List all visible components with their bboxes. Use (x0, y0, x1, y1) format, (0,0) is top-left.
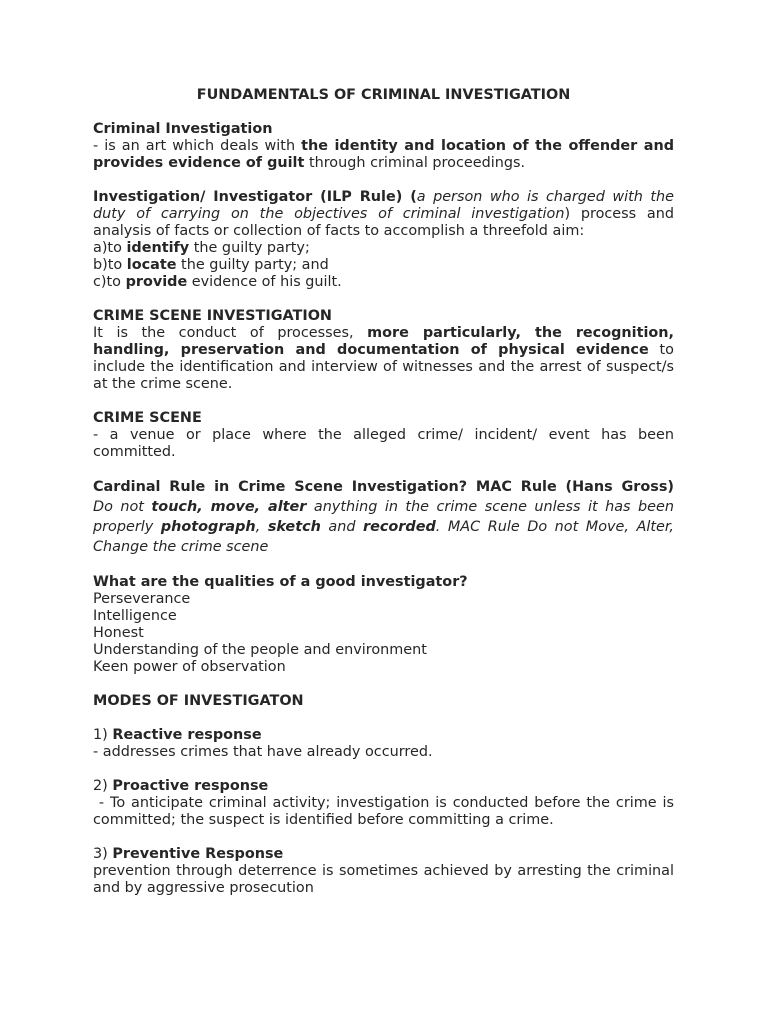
body-text: to include the identification and interview of witnesses and the arrest of suspect/s at the crime scene. (93, 342, 674, 392)
bold-italic-text: sketch (267, 519, 321, 535)
section-qualities (93, 574, 674, 676)
aim-text: the guilty party; (189, 240, 310, 256)
italic-text: anything in the crime scene unless it has been properly (93, 499, 674, 535)
section-crime-scene (93, 410, 674, 461)
aim-item-b (93, 257, 674, 274)
quality-item: Honest (93, 625, 144, 641)
aim-prefix: c)to (93, 274, 126, 290)
aim-prefix: b)to (93, 257, 127, 273)
investigator-definition (93, 189, 674, 240)
mode-description: - To anticipate criminal activity; investigation is conducted before the crime is committed; the suspect is identified before committing a crime. (93, 795, 679, 828)
italic-text: Do not (93, 499, 152, 515)
section-investigator (93, 189, 674, 291)
section-heading: Cardinal Rule in Crime Scene Investigation? MAC Rule (Hans Gross) (93, 479, 674, 495)
body-text: - a venue or place where the alleged crime/ incident/ event has been committed. (93, 427, 674, 460)
mode-number: 3) (93, 846, 113, 862)
aim-text: evidence of his guilt. (187, 274, 342, 290)
aim-item-a (93, 240, 674, 257)
italic-text: . MAC Rule Do not Move, Alter, Change the crime scene (93, 519, 674, 555)
section-heading: Investigation/ Investigator (ILP Rule) ( (93, 189, 417, 205)
mac-rule-text (93, 497, 674, 557)
aim-item-c (93, 274, 674, 291)
italic-text: a person who is charged with the duty of carrying on the objectives of criminal investigation (93, 189, 674, 222)
quality-item: Understanding of the people and environment (93, 642, 427, 658)
quality-item: Perseverance (93, 591, 191, 607)
section-heading: CRIME SCENE INVESTIGATION (93, 308, 332, 324)
aim-text: the guilty party; and (176, 257, 329, 273)
mode-title: Proactive response (112, 778, 269, 794)
body-text: ) process and analysis of facts or collection of facts to accomplish a threefold aim: (93, 206, 674, 239)
italic-text: and (320, 519, 364, 535)
mode-title-line (93, 846, 674, 863)
section-criminal-investigation (93, 121, 674, 172)
mode-description: - addresses crimes that have already occurred. (93, 744, 433, 760)
bold-italic-text: touch, move, alter (151, 499, 307, 515)
aim-verb: identify (126, 240, 190, 256)
section-mac-rule (93, 478, 674, 557)
mode-description: prevention through deterrence is sometimes achieved by arresting the criminal and by aggressive prosecution (93, 863, 674, 896)
document-title: FUNDAMENTALS OF CRIMINAL INVESTIGATION (196, 87, 571, 103)
aim-verb: provide (125, 274, 188, 290)
aim-prefix: a)to (93, 240, 127, 256)
body-text: through criminal proceedings. (304, 155, 526, 171)
bold-text: more particularly, the recognition, handling, preservation and documentation of physical evidence (93, 325, 674, 358)
mode-preventive (93, 846, 674, 897)
bold-text: the identity and location of the offender and provides evidence of guilt (93, 138, 674, 171)
quality-item: Keen power of observation (93, 659, 286, 675)
mode-title-line (93, 778, 674, 795)
mode-title: Preventive Response (112, 846, 284, 862)
mode-reactive (93, 727, 674, 761)
mode-title-line (93, 727, 674, 744)
section-heading: CRIME SCENE (93, 410, 202, 426)
italic-text: , (255, 519, 268, 535)
bold-italic-text: recorded (363, 519, 436, 535)
aim-verb: locate (126, 257, 177, 273)
mode-title: Reactive response (112, 727, 262, 743)
bold-italic-text: photograph (160, 519, 256, 535)
document-body (93, 87, 679, 897)
section-crime-scene-investigation (93, 308, 674, 393)
mode-number: 2) (93, 778, 113, 794)
section-heading: MODES OF INVESTIGATON (93, 693, 304, 709)
body-text: It is the conduct of processes, (93, 325, 368, 341)
mode-proactive (93, 778, 679, 829)
section-modes-heading (93, 693, 674, 710)
quality-item: Intelligence (93, 608, 177, 624)
mode-number: 1) (93, 727, 113, 743)
section-heading: What are the qualities of a good investigator? (93, 574, 468, 590)
body-text: - is an art which deals with (93, 138, 302, 154)
section-heading: Criminal Investigation (93, 121, 273, 137)
